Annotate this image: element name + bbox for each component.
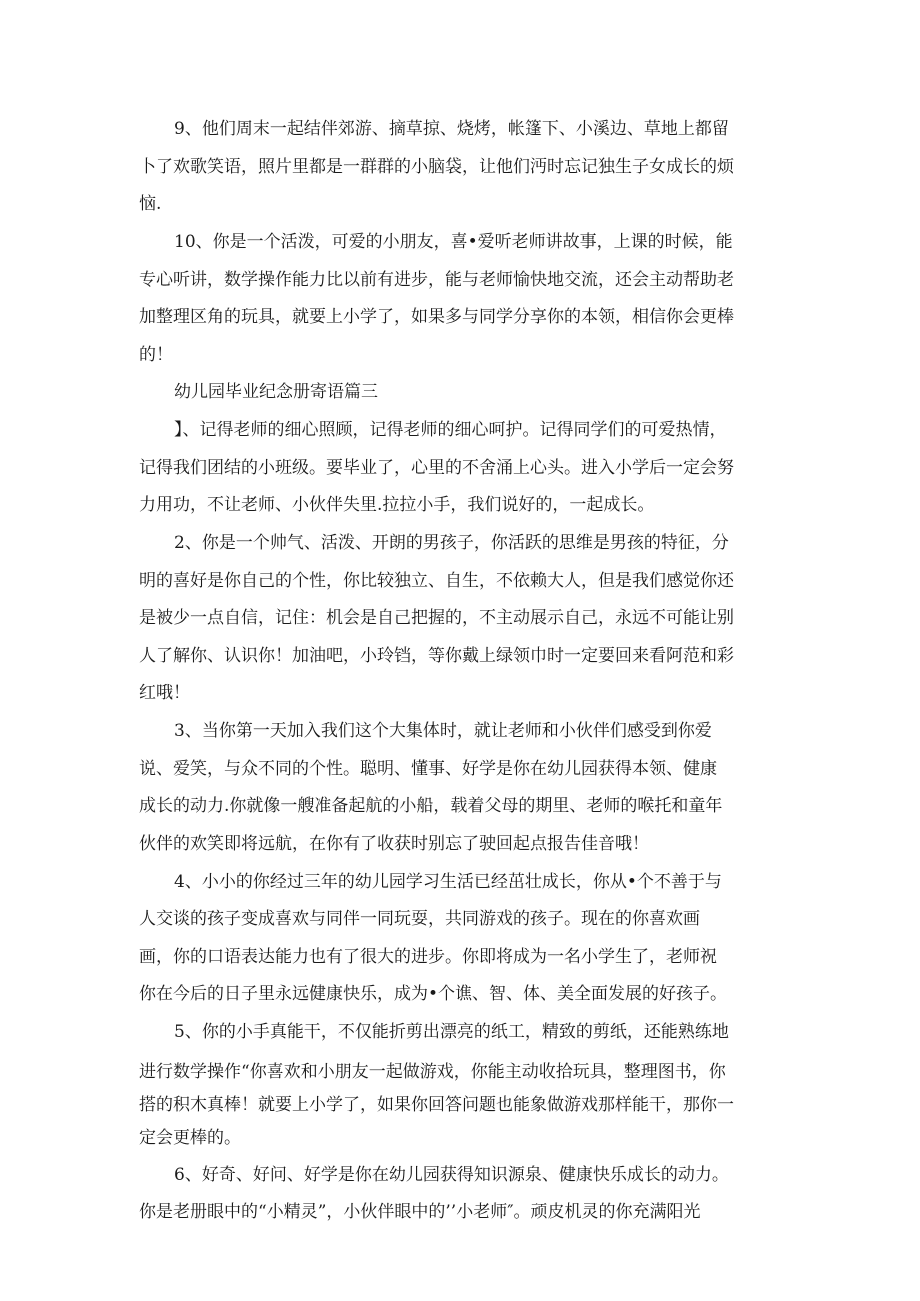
text-line: 明的喜好是你自己的个性，你比较独立、自生，不依赖大人，但是我们感觉你还 [139, 571, 734, 591]
text-line: 4、小小的你经过三年的幼儿园学习生活已经茁壮成长，你从•个不善于与 [174, 872, 722, 892]
text-line: 】、记得老师的细心照顾，记得老师的细心呵护。记得同学们的可爱热情， [174, 420, 727, 440]
text-line: 你是老册眼中的“小精灵”，小伙伴眼中的’’小老师″。顽皮机灵的你充满阳光 [139, 1202, 701, 1222]
text-line: 搭的积木真棒！就要上小学了，如果你回答问题也能象做游戏那样能干，那你一 [139, 1095, 734, 1115]
text-line: 是被少一点自信，记住：机会是自己把握的，不主动展示自己，永远不可能让别 [139, 608, 734, 628]
text-line: 记得我们团结的小班级。要毕业了，心里的不舍涌上心头。进入小学后一定会努 [139, 458, 734, 478]
text-line: 成长的动力.你就像一艘准备起航的小船，载着父母的期里、老师的喉托和童年 [139, 796, 723, 816]
text-line: 恼. [139, 194, 162, 214]
text-line: 红哦！ [139, 683, 190, 703]
text-line: 的！ [139, 345, 173, 365]
text-line: 人了解你、认识你！加油吧，小玲铛，等你戴上绿领巾时一定要回来看阿范和彩 [139, 646, 734, 666]
text-line: 定会更棒的。 [139, 1128, 241, 1148]
text-line: 5、你的小手真能干，不仅能折剪出漂亮的纸工，精致的剪纸，还能熟练地 [174, 1022, 729, 1042]
text-line: 6、好奇、好问、好学是你在幼儿园获得知识源泉、健康快乐成长的动力。 [174, 1165, 729, 1185]
text-line: 画，你的口语表达能力也有了很大的进步。你即将成为一名小学生了，老师祝 [139, 947, 717, 967]
text-line: 说、爱笑，与众不同的个性。聪明、懂事、好学是你在幼儿园获得本领、健康 [139, 759, 717, 779]
text-line: 人交谈的孩子变成喜欢与同伴一同玩耍，共同游戏的孩子。现在的你喜欢画 [139, 909, 700, 929]
text-line: 专心听讲，数学操作能力比以前有进步，能与老师愉快地交流，还会主动帮助老 [139, 270, 734, 290]
text-line: 2、你是一个帅气、活泼、开朗的男孩子，你活跃的思维是男孩的特征，分 [174, 533, 729, 553]
section-heading: 幼儿园毕业纪念册寄语篇三 [174, 382, 378, 402]
text-line: 3、当你第一天加入我们这个大集体时，就让老师和小伙伴们感受到你爱 [174, 721, 712, 741]
text-line: 10、你是一个活泼，可爱的小朋友，喜•爱听老师讲故事，上课的时候，能 [174, 232, 733, 252]
text-line: 加整理区角的玩具，就要上小学了，如果多与同学分享你的本领，相信你会更棒 [139, 307, 734, 327]
text-line: 卜了欢歌笑语，照片里都是一群群的小脑袋，让他们沔时忘记独生子女成长的烦 [139, 157, 734, 177]
text-line: 伙伴的欢笑即将远航，在你有了收获时别忘了驶回起点报告佳音哦！ [139, 834, 649, 854]
text-line: 9、他们周末一起结伴郊游、摘草掠、烧烤，帐篷下、小溪边、草地上都留 [174, 119, 729, 139]
text-line: 力用功，不让老师、小伙伴失里.拉拉小手，我们说好的，一起成长。 [139, 495, 655, 515]
text-line: 进行数学操作“你喜欢和小朋友一起做游戏，你能主动收拾玩具，整理图书，你 [139, 1062, 726, 1082]
text-line: 你在今后的日子里永远健康快乐，成为•个谯、智、体、美全面发展的好孩子。 [139, 984, 728, 1004]
